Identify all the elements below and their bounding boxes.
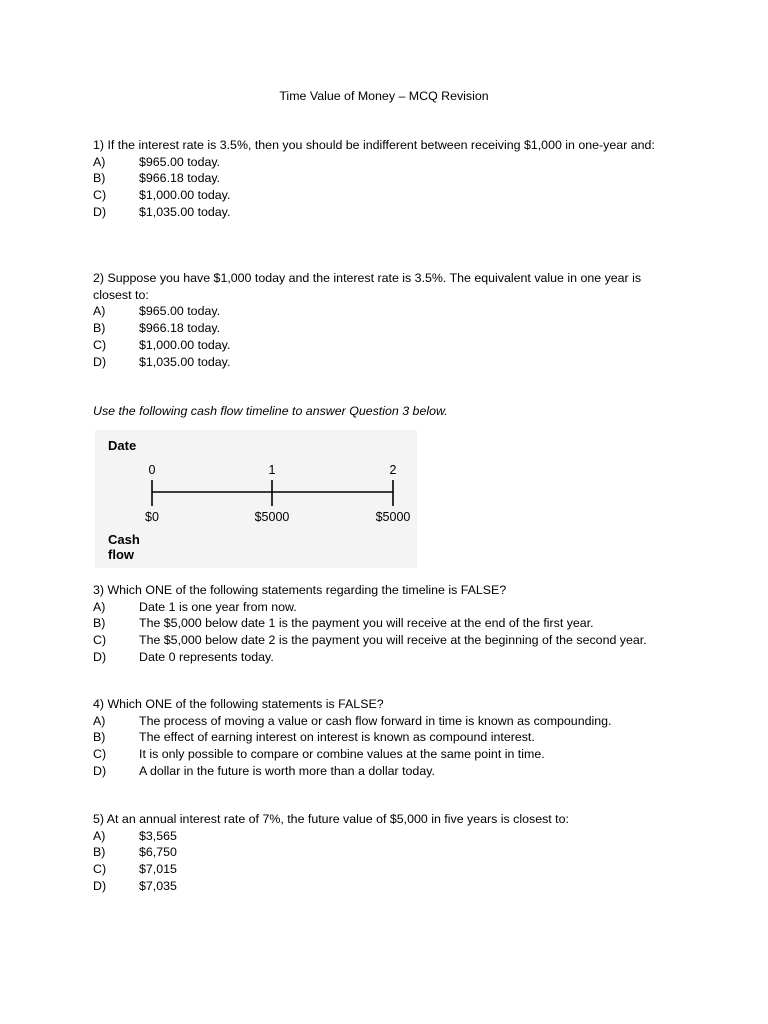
timeline-instruction: Use the following cash flow timeline to answer Question 3 below. bbox=[93, 404, 448, 418]
question-1-option-c: C) $1,000.00 today. bbox=[93, 188, 231, 203]
question-2 bbox=[93, 270, 693, 370]
question-4-option-d: D) A dollar in the future is worth more than a dollar today. bbox=[93, 763, 435, 778]
question-5-option-c: C) $7,015 bbox=[93, 862, 177, 877]
question-2-option-d: D) $1,035.00 today. bbox=[93, 354, 231, 369]
timeline-cash-1: $5000 bbox=[254, 510, 290, 524]
question-3-option-a: A) Date 1 is one year from now. bbox=[93, 599, 297, 614]
question-4-option-c: C) It is only possible to compare or combine values at the same point in time. bbox=[93, 747, 545, 762]
question-5-option-b: B) $6,750 bbox=[93, 845, 177, 860]
question-4-stem: 4) Which ONE of the following statements is FALSE? bbox=[93, 697, 384, 711]
question-4-option-a: A) The process of moving a value or cash flow forward in time is known as compounding. bbox=[93, 713, 612, 728]
question-2-option-a: A) $965.00 today. bbox=[93, 304, 221, 319]
question-2-option-b: B) $966.18 today. bbox=[93, 321, 221, 336]
cash-flow-timeline bbox=[95, 430, 417, 568]
timeline-date-label: Date bbox=[108, 438, 137, 453]
question-5-option-d: D) $7,035 bbox=[93, 878, 177, 893]
question-3 bbox=[93, 582, 693, 666]
question-4 bbox=[93, 696, 693, 780]
question-1-option-b: B) $966.18 today. bbox=[93, 171, 221, 186]
timeline-date-2: 2 bbox=[389, 463, 397, 477]
question-2-stem: 2) Suppose you have $1,000 today and the interest rate is 3.5%. The equivalent value in one year is closest to: bbox=[93, 271, 642, 302]
question-1 bbox=[93, 137, 693, 221]
timeline-cash-label-line-1: Cash bbox=[108, 532, 140, 547]
question-5-stem: 5) At an annual interest rate of 7%, the future value of $5,000 in five years is closest to: bbox=[93, 812, 569, 826]
question-1-option-a: A) $965.00 today. bbox=[93, 154, 221, 169]
question-4-option-b: B) The effect of earning interest on interest is known as compound interest. bbox=[93, 730, 535, 745]
timeline-svg bbox=[95, 430, 417, 568]
question-3-option-d: D) Date 0 represents today. bbox=[93, 649, 274, 664]
question-1-option-d: D) $1,035.00 today. bbox=[93, 204, 231, 219]
timeline-cash-0: $0 bbox=[145, 510, 159, 524]
timeline-date-0: 0 bbox=[148, 463, 156, 477]
document-title: Time Value of Money – MCQ Revision bbox=[279, 89, 489, 103]
question-1-stem: 1) If the interest rate is 3.5%, then you should be indifferent between receiving $1,000 in one-year and: bbox=[93, 138, 655, 152]
question-3-option-b: B) The $5,000 below date 1 is the payment you will receive at the end of the first year. bbox=[93, 616, 594, 631]
timeline-date-1: 1 bbox=[268, 463, 276, 477]
timeline-cash-2: $5000 bbox=[375, 510, 411, 524]
question-2-option-c: C) $1,000.00 today. bbox=[93, 337, 231, 352]
timeline-cash-label-line-2: flow bbox=[108, 547, 134, 562]
question-5-option-a: A) $3,565 bbox=[93, 828, 177, 843]
question-3-option-c: C) The $5,000 below date 2 is the payment you will receive at the beginning of the second year. bbox=[93, 633, 647, 648]
question-5 bbox=[93, 811, 693, 895]
question-3-stem: 3) Which ONE of the following statements regarding the timeline is FALSE? bbox=[93, 583, 507, 597]
